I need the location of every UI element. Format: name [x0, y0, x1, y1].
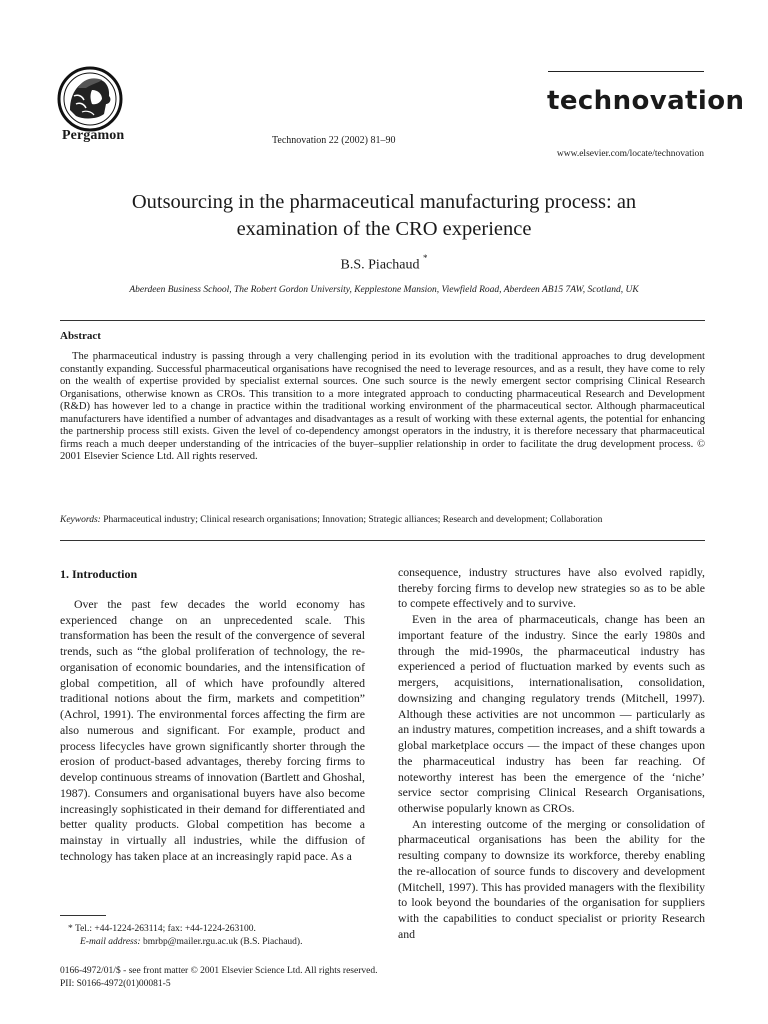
email-value[interactable]: bmrbp@mailer.rgu.ac.uk (B.S. Piachaud).: [142, 937, 303, 947]
journal-url[interactable]: www.elsevier.com/locate/technovation: [556, 149, 704, 159]
abstract-body: The pharmaceutical industry is passing through a very challenging period in its evolution with the traditional approaches to drug development constantly expanding. Successful pharmaceutical organisations have recognised the need to leverage resources, and as a result, they have come to rely on the wealth of expertise provided by specialist external sources. One such source is the newly emergent sector comprising Clinical Research Organisations, otherwise known as CROs. This transition to a more integrated approach to conducting pharmaceutical Research and Development (R&D) has however led to a change in practice within the traditional working environment of the pharmaceutical sector. Although pharmaceutical manufacturers have identified a number of advantages and disadvantages as a result of working with these external agents, the potential for enhancing the partnership process still exists. Given the level of co-dependency amongst operators in the industry, it is therefore necessary that pharmaceutical firms reach a much deeper understanding of the intricacies of the buyer–supplier relationship in order to facilitate the drug development process. © 2001 Elsevier Science Ltd. All rights reserved.: [60, 351, 705, 463]
footnote: [60, 923, 380, 949]
keywords: [60, 515, 710, 525]
divider: [60, 540, 705, 541]
left-column: [60, 597, 365, 864]
keywords-text: Pharmaceutical industry; Clinical research organisations; Innovation; Strategic alliances; Research and development; Collaboration: [103, 515, 603, 525]
footnote-email: [60, 936, 380, 949]
publisher-name: Pergamon: [62, 128, 125, 143]
keywords-label: Keywords:: [60, 515, 101, 525]
footnote-rule: [60, 915, 106, 916]
author-footnote-mark[interactable]: *: [422, 253, 428, 263]
author-affiliation: Aberdeen Business School, The Robert Gordon University, Kepplestone Mansion, Viewfield Road, Aberdeen AB15 7AW, Scotland, UK: [129, 285, 639, 295]
author-name: B.S. Piachaud: [340, 257, 420, 273]
section-heading: 1. Introduction: [60, 567, 138, 581]
paragraph: An interesting outcome of the merging or consolidation of pharmaceutical organisations has been the ability for the resulting company to downsize its workforce, thereby enabling the re-allocation of source funds to discovery and development (Mitchell, 1997). This has provided managers with the flexibility to look beyond the boundaries of the organisation for suppliers with the capabilities to conduct specialist or priority Research and: [398, 816, 705, 941]
abstract-heading: Abstract: [60, 330, 101, 342]
paragraph: consequence, industry structures have also evolved rapidly, thereby forcing firms to develop new strategies so as to be able to compete effectively and to survive.: [398, 565, 705, 611]
journal-reference: Technovation 22 (2002) 81–90: [272, 135, 396, 146]
article-title: [60, 189, 708, 243]
paragraph: Even in the area of pharmaceuticals, change has been an important feature of the industry. Since the early 1980s and through the mid-1990s, the pharmaceutical industry has experienced a period of fluctuation marked by events such as mergers, acquisitions, internationalisation, consolidation, downsizing and changing regulatory trends (Mitchell, 1997). Although these activities are not uncommon — particularly as an industry matures, competition increases, and a shift towards a global marketplace occurs — the impact of these changes upon the pharmaceutical industry has been far reaching. Of noteworthy interest has been the emergence of the ‘niche’ service sector comprising Clinical Research Organisations, otherwise popularly known as CROs.: [398, 612, 705, 816]
journal-name: technovation: [547, 86, 745, 116]
title-line-2: examination of the CRO experience: [236, 218, 532, 240]
copyright-footer: [60, 965, 377, 990]
header-rule: [548, 71, 704, 72]
pergamon-logo-icon: [52, 66, 128, 132]
email-label: E-mail address:: [80, 937, 141, 947]
pii-line: PII: S0166-4972(01)00081-5: [60, 978, 171, 989]
copyright-line: 0166-4972/01/$ - see front matter © 2001 Elsevier Science Ltd. All rights reserved.: [60, 966, 378, 976]
footnote-contact: * Tel.: +44-1224-263114; fax: +44-1224-263100.: [68, 924, 256, 934]
right-column: [398, 565, 705, 943]
author: [60, 255, 708, 274]
title-line-1: Outsourcing in the pharmaceutical manufacturing process: an: [131, 191, 637, 213]
paragraph: Over the past few decades the world economy has experienced change on an unprecedented scale. This transformation has been the result of the convergence of several trends, such as “the global proliferation of technology, the re-organisation of economic boundaries, and the intensification of global competition, all of which have profoundly altered traditional notions about the firm, markets and competition” (Achrol, 1991). The environmental forces affecting the firm are also numerous and significant. For example, product and process lifecycles have grown significantly shorter through the erosion of product-based advantages, thereby forcing firms to develop continuous streams of innovation (Bartlett and Ghoshal, 1987). Consumers and organisational buyers have also become increasingly sophisticated in their demand for differentiated and better quality products. Global competition has become a mainstay in virtually all industries, while the diffusion of technology has taken place at an increasingly rapid pace. As a: [60, 597, 365, 863]
divider: [60, 320, 705, 321]
